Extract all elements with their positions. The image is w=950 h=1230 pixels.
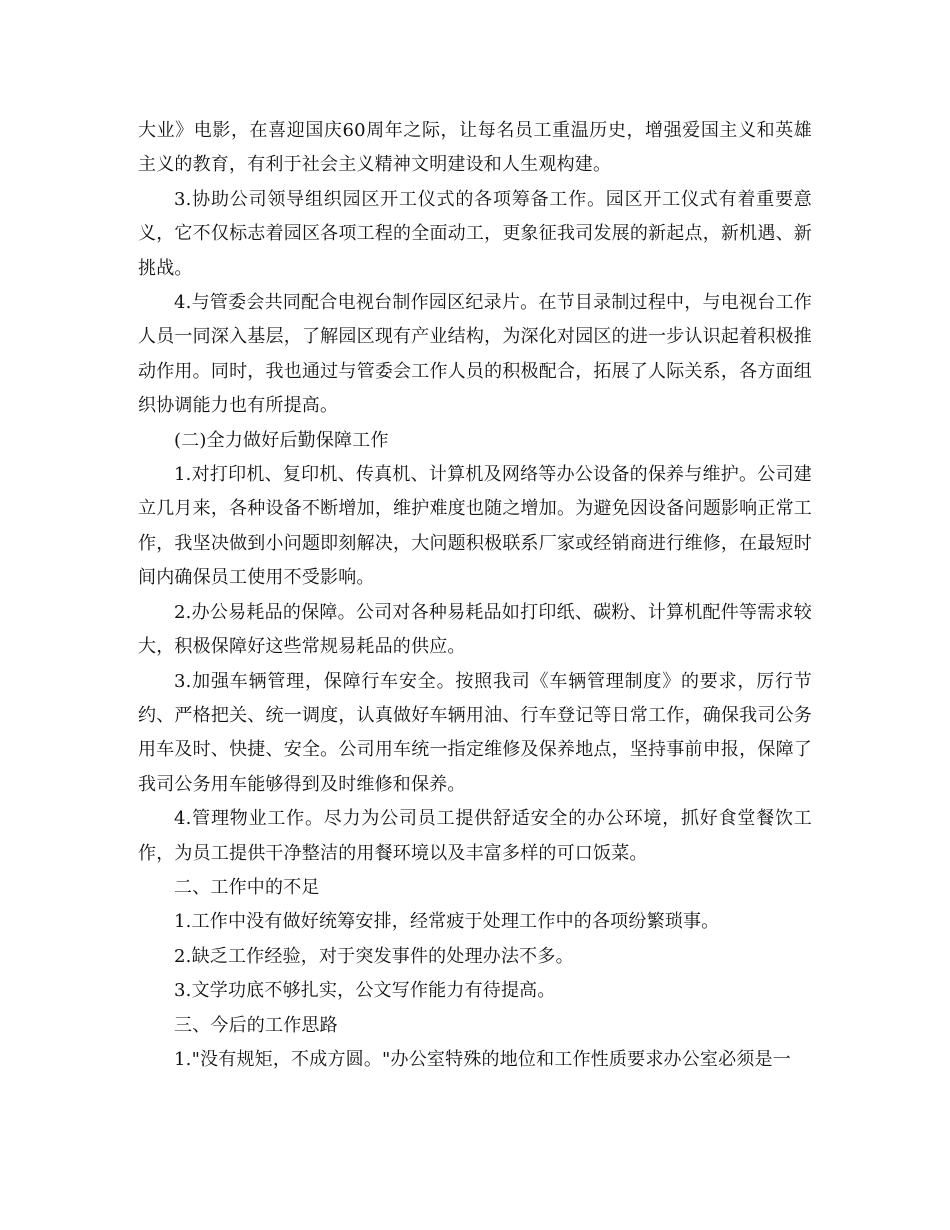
paragraph-6: 2.办公易耗品的保障。公司对各种易耗品如打印纸、碳粉、计算机配件等需求较大，积极保障好这些常规易耗品的供应。 bbox=[138, 601, 812, 658]
paragraph-12: 3.文学功底不够扎实，公文写作能力有待提高。 bbox=[174, 980, 556, 1002]
paragraph-5: 1.对打印机、复印机、传真机、计算机及网络等办公设备的保养与维护。公司建立几月来，各种设备不断增加，维护难度也随之增加。为避免因设备问题影响正常工作，我坚决做到小问题即刻解决，大问题积极联系厂家或经销商进行维修，在最短时间内确保员工使用不受影响。 bbox=[138, 464, 812, 589]
paragraph-7: 3.加强车辆管理，保障行车安全。按照我司《车辆管理制度》的要求，厉行节约、严格把关、统一调度，认真做好车辆用油、行车登记等日常工作，确保我司公务用车及时、快捷、安全。公司用车统一指定维修及保养地点，坚持事前申报，保障了我司公务用车能够得到及时维修和保养。 bbox=[138, 670, 812, 795]
document-body bbox=[138, 114, 812, 1077]
section-heading-shortcomings: 二、工作中的不足 bbox=[174, 876, 320, 898]
paragraph-1: 大业》电影，在喜迎国庆60周年之际，让每名员工重温历史，增强爱国主义和英雄主义的教育，有利于社会主义精神文明建设和人生观构建。 bbox=[138, 120, 812, 176]
paragraph-8: 4.管理物业工作。尽力为公司员工提供舒适安全的办公环境，抓好食堂餐饮工作，为员工提供干净整洁的用餐环境以及丰富多样的可口饭菜。 bbox=[138, 808, 812, 864]
section-heading-logistics: (二)全力做好后勤保障工作 bbox=[174, 429, 389, 451]
section-heading-future-plans: 三、今后的工作思路 bbox=[174, 1014, 338, 1036]
paragraph-11: 2.缺乏工作经验，对于突发事件的处理办法不多。 bbox=[174, 945, 574, 967]
paragraph-14: 1."没有规矩，不成方圆。"办公室特殊的地位和工作性质要求办公室必须是一 bbox=[174, 1048, 791, 1070]
paragraph-10: 1.工作中没有做好统筹安排，经常疲于处理工作中的各项纷繁琐事。 bbox=[174, 911, 720, 933]
paragraph-3: 4.与管委会共同配合电视台制作园区纪录片。在节目录制过程中，与电视台工作人员一同深入基层，了解园区现有产业结构，为深化对园区的进一步认识起着积极推动作用。同时，我也通过与管委会工作人员的积极配合，拓展了人际关系，各方面组织协调能力也有所提高。 bbox=[138, 292, 812, 417]
paragraph-2: 3.协助公司领导组织园区开工仪式的各项筹备工作。园区开工仪式有着重要意义，它不仅标志着园区各项工程的全面动工，更象征我司发展的新起点，新机遇、新挑战。 bbox=[138, 188, 812, 279]
